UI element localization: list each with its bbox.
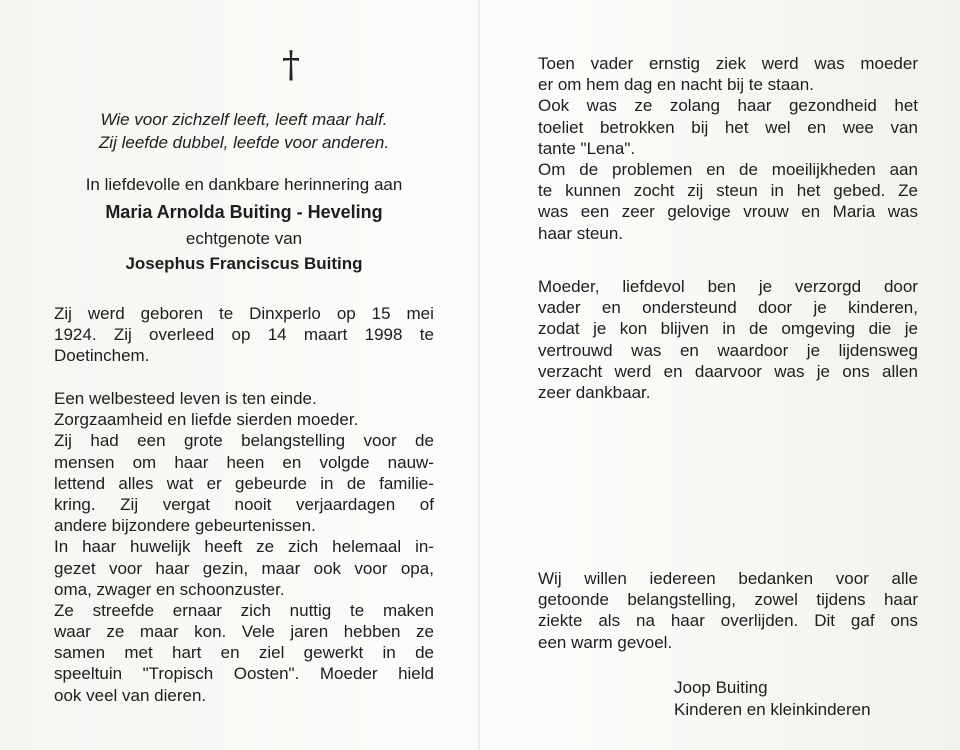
- word: gewerkt: [303, 643, 364, 663]
- word: haar: [82, 537, 117, 557]
- text-line: [538, 95, 918, 116]
- word: op: [336, 304, 356, 323]
- word: in: [320, 473, 334, 493]
- word: huwelijk: [130, 537, 191, 557]
- word: ernstig: [648, 54, 700, 73]
- word: mensen: [54, 452, 115, 472]
- word: belangstelling,: [627, 590, 737, 610]
- word: verzacht: [538, 361, 603, 381]
- text-line: [54, 430, 434, 451]
- word: en: [706, 159, 726, 179]
- word: maken: [382, 600, 434, 620]
- text-line: [538, 589, 918, 610]
- text-line: zeer dankbaar.: [538, 382, 651, 402]
- word: ook: [313, 558, 342, 578]
- word: Zij: [54, 304, 72, 323]
- word: zodat: [538, 319, 580, 339]
- word: ons: [890, 611, 918, 631]
- word: In: [54, 537, 69, 557]
- spouse-label: echtgenote van: [185, 229, 303, 248]
- word: ze: [256, 537, 275, 557]
- word: was: [774, 361, 805, 381]
- signature-block: [674, 677, 871, 720]
- word: en: [220, 643, 240, 663]
- signature-line: Joop Buiting: [674, 678, 768, 697]
- text-line: [54, 473, 434, 494]
- text-line: ook veel van dieren.: [54, 685, 207, 705]
- word: wat: [166, 473, 194, 493]
- word: haar: [737, 96, 772, 116]
- word: voor: [354, 558, 388, 578]
- word: haar: [883, 590, 918, 610]
- word: "Tropisch: [142, 664, 214, 684]
- word: bij: [691, 117, 709, 137]
- word: nooit: [234, 494, 272, 514]
- word: je: [816, 361, 831, 381]
- word: waardoor: [717, 340, 789, 360]
- word: hart: [172, 643, 202, 663]
- life-paragraph: [54, 388, 434, 706]
- word: en: [679, 340, 699, 360]
- word: Zij: [120, 494, 139, 514]
- word: verzorgd: [794, 277, 862, 296]
- word: getoonde: [538, 590, 609, 610]
- word: te: [419, 325, 434, 345]
- word: te: [538, 181, 553, 201]
- word: hebben: [343, 622, 401, 642]
- thanks-paragraph: [538, 568, 918, 653]
- word: ziel: [258, 643, 285, 663]
- word: gezet: [54, 558, 96, 578]
- word: maar: [261, 558, 301, 578]
- word: gebed.: [833, 181, 886, 201]
- word: helemaal: [332, 537, 402, 557]
- word: was: [586, 96, 617, 116]
- word: kinderen,: [848, 298, 918, 318]
- word: hield: [398, 664, 434, 684]
- text-line: [538, 297, 918, 318]
- text-line: [538, 361, 918, 382]
- word: liefdevol: [622, 277, 685, 296]
- word: Toen: [538, 54, 575, 73]
- word: Ze: [898, 181, 918, 201]
- word: waar: [54, 622, 91, 642]
- word: jaren: [290, 622, 329, 642]
- word: te: [218, 304, 234, 323]
- word: de: [739, 159, 758, 179]
- word: ze: [634, 96, 653, 116]
- word: heeft: [204, 537, 243, 557]
- word: was: [887, 202, 918, 222]
- word: streefde: [92, 600, 155, 620]
- text-line: oma, zwager en schoonzuster.: [54, 579, 285, 599]
- word: willen: [584, 569, 627, 588]
- word: na: [636, 611, 655, 631]
- word: Dinxperlo: [249, 304, 321, 323]
- text-line: [538, 276, 918, 297]
- text-line: [538, 568, 918, 589]
- word: door: [758, 298, 793, 318]
- word: ze: [106, 622, 125, 642]
- word: was: [814, 54, 845, 73]
- word: met: [124, 643, 153, 663]
- word: je: [904, 319, 918, 339]
- word: en: [663, 361, 683, 381]
- word: kring.: [54, 494, 96, 514]
- word: om: [132, 452, 157, 472]
- word: ondersteund: [642, 298, 737, 318]
- motto-line: Wie voor zichzelf leeft, leeft maar half.: [100, 110, 388, 129]
- word: voor: [108, 558, 143, 578]
- word: alles: [118, 473, 154, 493]
- word: zowel: [754, 590, 798, 610]
- word: de: [415, 643, 434, 663]
- word: Vele: [241, 622, 275, 642]
- intro-text: In liefdevolle en dankbare herinnering aan: [85, 175, 403, 194]
- word: de: [749, 319, 768, 339]
- word: Moeder: [319, 664, 378, 684]
- word: was: [538, 202, 569, 222]
- text-line: [538, 610, 918, 631]
- word: volgde: [319, 452, 370, 472]
- word: werd: [614, 361, 652, 381]
- text-line: [54, 663, 434, 684]
- word: haar: [670, 611, 705, 631]
- word: zolang: [669, 96, 720, 116]
- word: steun: [716, 181, 758, 201]
- word: daarvoor: [694, 361, 762, 381]
- word: overleed: [149, 325, 215, 345]
- word: Wij: [538, 569, 562, 588]
- word: vergat: [162, 494, 210, 514]
- word: familie-: [379, 473, 434, 493]
- word: de: [579, 159, 599, 179]
- text-line: andere bijzondere gebeurtenissen.: [54, 516, 316, 536]
- word: ernaar: [172, 600, 222, 620]
- motto: [54, 108, 434, 154]
- word: zocht: [633, 181, 675, 201]
- word: die: [868, 319, 892, 339]
- word: voor: [363, 431, 397, 451]
- word: 14: [267, 325, 287, 345]
- word: bedanken: [738, 569, 814, 588]
- word: Ze: [54, 600, 74, 620]
- word: van: [890, 117, 918, 137]
- word: had: [90, 431, 119, 451]
- word: mei: [406, 304, 434, 323]
- word: Maria: [832, 202, 876, 222]
- word: gelovige: [667, 202, 731, 222]
- word: speeltuin: [54, 664, 123, 684]
- deceased-name: Maria Arnolda Buiting - Heveling: [105, 202, 383, 222]
- word: gezin,: [202, 558, 249, 578]
- word: vertrouwd: [538, 340, 613, 360]
- text-line: [538, 159, 918, 180]
- word: alle: [891, 569, 918, 588]
- word: toeliet: [538, 117, 584, 137]
- word: ben: [707, 277, 736, 296]
- word: geboren: [140, 304, 204, 323]
- word: haar: [155, 558, 190, 578]
- text-line: [538, 201, 918, 222]
- word: grote: [183, 431, 223, 451]
- word: ze: [415, 622, 434, 642]
- word: het: [796, 181, 821, 201]
- text-line: [54, 600, 434, 621]
- birth-paragraph: [54, 303, 434, 367]
- word: blijven: [660, 319, 709, 339]
- text-line: [54, 452, 434, 473]
- word: vrouw: [743, 202, 789, 222]
- text-line: Zorgzaamheid en liefde sierden moeder.: [54, 410, 359, 430]
- word: kunnen: [565, 181, 621, 201]
- word: je: [813, 298, 827, 318]
- word: wee: [842, 117, 874, 137]
- word: te: [350, 600, 365, 620]
- word: heen: [226, 452, 265, 472]
- text-line: een warm gevoel.: [538, 632, 673, 652]
- word: haar: [174, 452, 209, 472]
- word: in-: [415, 537, 434, 557]
- text-line: Doetinchem.: [54, 346, 150, 366]
- word: werd: [761, 54, 799, 73]
- text-line: [538, 180, 918, 201]
- text-line: [54, 303, 434, 324]
- word: 1924.: [54, 325, 97, 345]
- word: voor: [835, 569, 869, 588]
- card-fold: [478, 0, 480, 750]
- word: Dit: [814, 611, 835, 631]
- word: ziek: [715, 54, 746, 73]
- word: 1998: [364, 325, 403, 345]
- word: Zij: [113, 325, 132, 345]
- text-line: [54, 621, 434, 642]
- word: in: [382, 643, 396, 663]
- word: of: [419, 494, 434, 514]
- text-line: [538, 117, 918, 138]
- word: nuttig: [289, 600, 332, 620]
- word: er: [206, 473, 222, 493]
- word: zeer: [621, 202, 655, 222]
- word: moeder: [860, 54, 918, 73]
- word: vader: [538, 298, 581, 318]
- word: belangstelling: [241, 431, 346, 451]
- text-line: haar steun.: [538, 223, 624, 243]
- word: kon.: [194, 622, 227, 642]
- word: was: [631, 340, 662, 360]
- care-paragraph: [538, 276, 918, 403]
- text-line: [54, 324, 434, 345]
- word: een: [580, 202, 610, 222]
- word: omgeving: [781, 319, 856, 339]
- text-line: [54, 558, 434, 579]
- word: zich: [240, 600, 271, 620]
- word: Moeder,: [538, 277, 600, 296]
- word: je: [758, 277, 773, 296]
- word: overlijden.: [720, 611, 799, 631]
- word: problemen: [612, 159, 693, 179]
- word: de: [415, 431, 434, 451]
- word: ziekte: [538, 611, 583, 631]
- word: kon: [619, 319, 648, 339]
- text-line: [538, 318, 918, 339]
- word: gebeurde: [235, 473, 307, 493]
- word: betrokken: [599, 117, 675, 137]
- motto-line: Zij leefde dubbel, leefde voor anderen.: [98, 133, 390, 152]
- word: verjaardagen: [295, 494, 396, 514]
- text-line: tante "Lena".: [538, 138, 636, 158]
- word: ons: [842, 361, 870, 381]
- word: Oosten".: [233, 664, 300, 684]
- word: en: [601, 298, 621, 318]
- text-line: [54, 494, 434, 515]
- word: je: [593, 319, 607, 339]
- word: Ook: [538, 96, 570, 116]
- word: zich: [288, 537, 319, 557]
- word: het: [894, 96, 918, 116]
- word: vader: [590, 54, 634, 73]
- word: samen: [54, 643, 106, 663]
- word: werd: [87, 304, 125, 323]
- word: wel: [765, 117, 791, 137]
- word: aan: [889, 159, 918, 179]
- word: het: [724, 117, 749, 137]
- word: gezondheid: [788, 96, 877, 116]
- text-line: [54, 642, 434, 663]
- word: opa,: [400, 558, 434, 578]
- word: zij: [687, 181, 704, 201]
- word: allen: [882, 361, 918, 381]
- word: nauw-: [387, 452, 434, 472]
- cross-icon: †: [282, 45, 300, 86]
- word: moeilijkheden: [771, 159, 876, 179]
- text-line: Een welbesteed leven is ten einde.: [54, 389, 317, 408]
- word: tijdens: [816, 590, 866, 610]
- text-line: [538, 53, 918, 74]
- word: 15: [371, 304, 391, 323]
- word: maar: [139, 622, 179, 642]
- word: door: [883, 277, 918, 296]
- word: iedereen: [649, 569, 716, 588]
- text-line: [538, 340, 918, 361]
- word: in: [770, 181, 784, 201]
- word: Zij: [54, 431, 72, 451]
- word: als: [598, 611, 621, 631]
- word: en: [807, 117, 827, 137]
- illness-paragraph: [538, 53, 918, 244]
- spouse-name: Josephus Franciscus Buiting: [125, 254, 363, 273]
- word: de: [346, 473, 366, 493]
- word: gaf: [850, 611, 875, 631]
- word: lettend: [54, 473, 106, 493]
- word: een: [137, 431, 166, 451]
- word: Om: [538, 159, 566, 179]
- word: maart: [303, 325, 348, 345]
- word: en: [801, 202, 821, 222]
- text-line: [54, 536, 434, 557]
- word: op: [231, 325, 251, 345]
- word: en: [282, 452, 302, 472]
- word: lijdensweg: [838, 340, 918, 360]
- word: in: [722, 319, 736, 339]
- text-line: er om hem dag en nacht bij te staan.: [538, 75, 814, 95]
- word: je: [806, 340, 821, 360]
- signature-line: Kinderen en kleinkinderen: [674, 699, 871, 719]
